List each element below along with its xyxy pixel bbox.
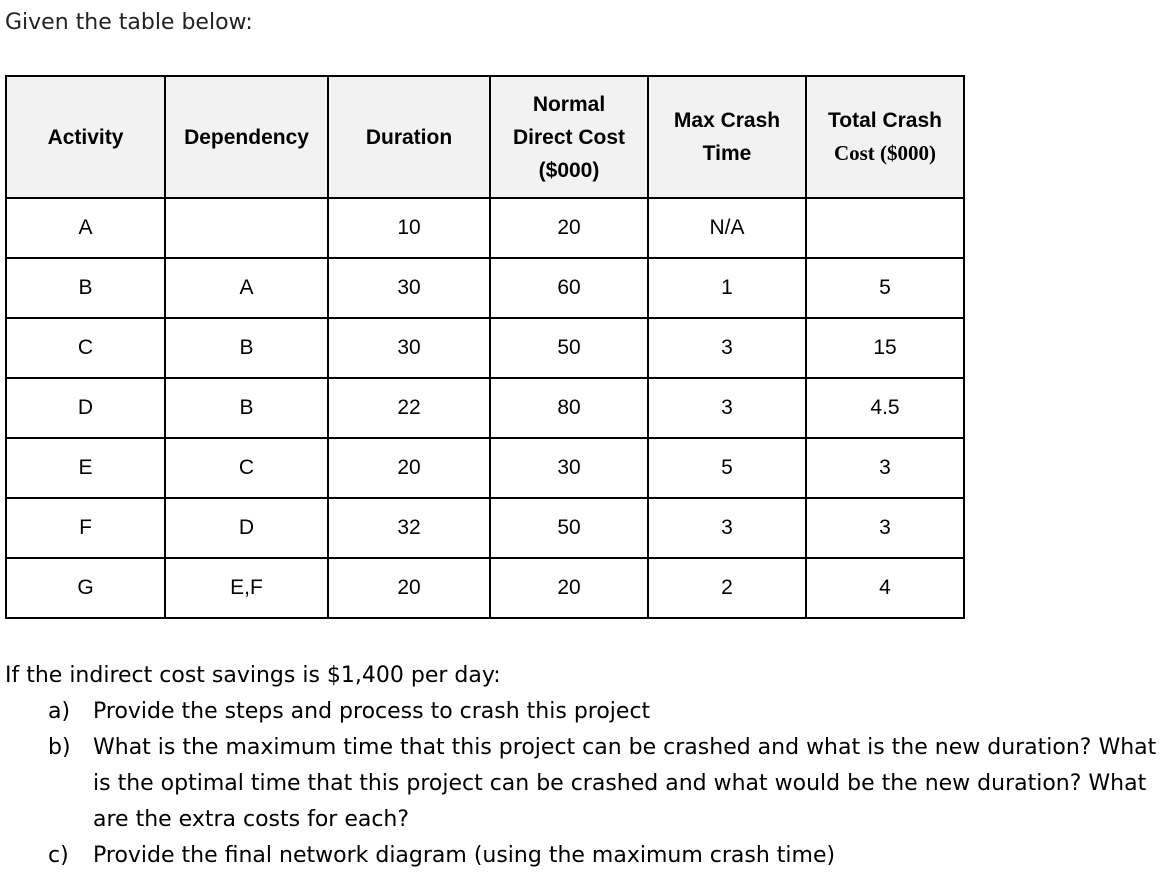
cell-dependency: D: [165, 498, 328, 558]
cell-total-crash: 4: [806, 558, 964, 618]
cell-duration: 32: [328, 498, 490, 558]
cell-total-crash: 15: [806, 318, 964, 378]
header-duration: Duration: [328, 76, 490, 198]
cell-total-crash: 4.5: [806, 378, 964, 438]
cell-max-crash: 3: [648, 318, 806, 378]
cell-duration: 22: [328, 378, 490, 438]
cell-normal-cost: 80: [490, 378, 648, 438]
cell-dependency: A: [165, 258, 328, 318]
question-items: [48, 694, 1158, 874]
item-marker: c): [48, 843, 69, 868]
cell-total-crash: [806, 198, 964, 258]
cell-max-crash: 3: [648, 378, 806, 438]
header-activity: Activity: [6, 76, 165, 198]
cell-dependency: B: [165, 318, 328, 378]
cell-duration: 10: [328, 198, 490, 258]
cell-normal-cost: 30: [490, 438, 648, 498]
item-text: Provide the final network diagram (using the maximum crash time): [93, 843, 836, 868]
item-marker: b): [48, 735, 71, 760]
header-normal-direct-cost: Normal Direct Cost ($000): [490, 76, 648, 198]
cell-normal-cost: 20: [490, 558, 648, 618]
question-lead: If the indirect cost savings is $1,400 per day:: [5, 663, 501, 688]
cell-duration: 30: [328, 258, 490, 318]
cell-max-crash: 5: [648, 438, 806, 498]
cell-max-crash: 3: [648, 498, 806, 558]
table-header-row: [6, 76, 964, 198]
table-row: [6, 378, 964, 438]
cell-dependency: B: [165, 378, 328, 438]
table-row: [6, 498, 964, 558]
cell-normal-cost: 60: [490, 258, 648, 318]
header-total-crash-cost: Total Crash Cost ($000): [806, 76, 964, 198]
cell-activity: D: [6, 378, 165, 438]
cell-activity: F: [6, 498, 165, 558]
header-max-crash-time: Max Crash Time: [648, 76, 806, 198]
cell-max-crash: 2: [648, 558, 806, 618]
cell-activity: A: [6, 198, 165, 258]
item-text: Provide the steps and process to crash this project: [93, 699, 651, 724]
cell-dependency: [165, 198, 328, 258]
table-row: [6, 438, 964, 498]
cell-dependency: E,F: [165, 558, 328, 618]
table-row: [6, 198, 964, 258]
cell-total-crash: 5: [806, 258, 964, 318]
list-item: [48, 730, 1158, 838]
cell-activity: G: [6, 558, 165, 618]
cell-total-crash: 3: [806, 438, 964, 498]
cell-normal-cost: 20: [490, 198, 648, 258]
cell-max-crash: N/A: [648, 198, 806, 258]
header-dependency: Dependency: [165, 76, 328, 198]
cell-duration: 20: [328, 558, 490, 618]
list-item: [48, 838, 1158, 874]
cell-dependency: C: [165, 438, 328, 498]
cell-max-crash: 1: [648, 258, 806, 318]
intro-text: Given the table below:: [5, 10, 253, 35]
item-text: What is the maximum time that this project can be crashed and what is the new duration? What is the optimal time that this project can be crashed and what would be the new duration? What are the extra costs for each?: [93, 735, 1157, 832]
cell-activity: B: [6, 258, 165, 318]
table-row: [6, 258, 964, 318]
table-row: [6, 318, 964, 378]
cell-activity: E: [6, 438, 165, 498]
table-row: [6, 558, 964, 618]
cell-total-crash: 3: [806, 498, 964, 558]
cell-duration: 20: [328, 438, 490, 498]
item-marker: a): [48, 699, 71, 724]
list-item: [48, 694, 1158, 730]
activity-table: [5, 75, 965, 619]
cell-activity: C: [6, 318, 165, 378]
cell-duration: 30: [328, 318, 490, 378]
cell-normal-cost: 50: [490, 318, 648, 378]
cell-normal-cost: 50: [490, 498, 648, 558]
